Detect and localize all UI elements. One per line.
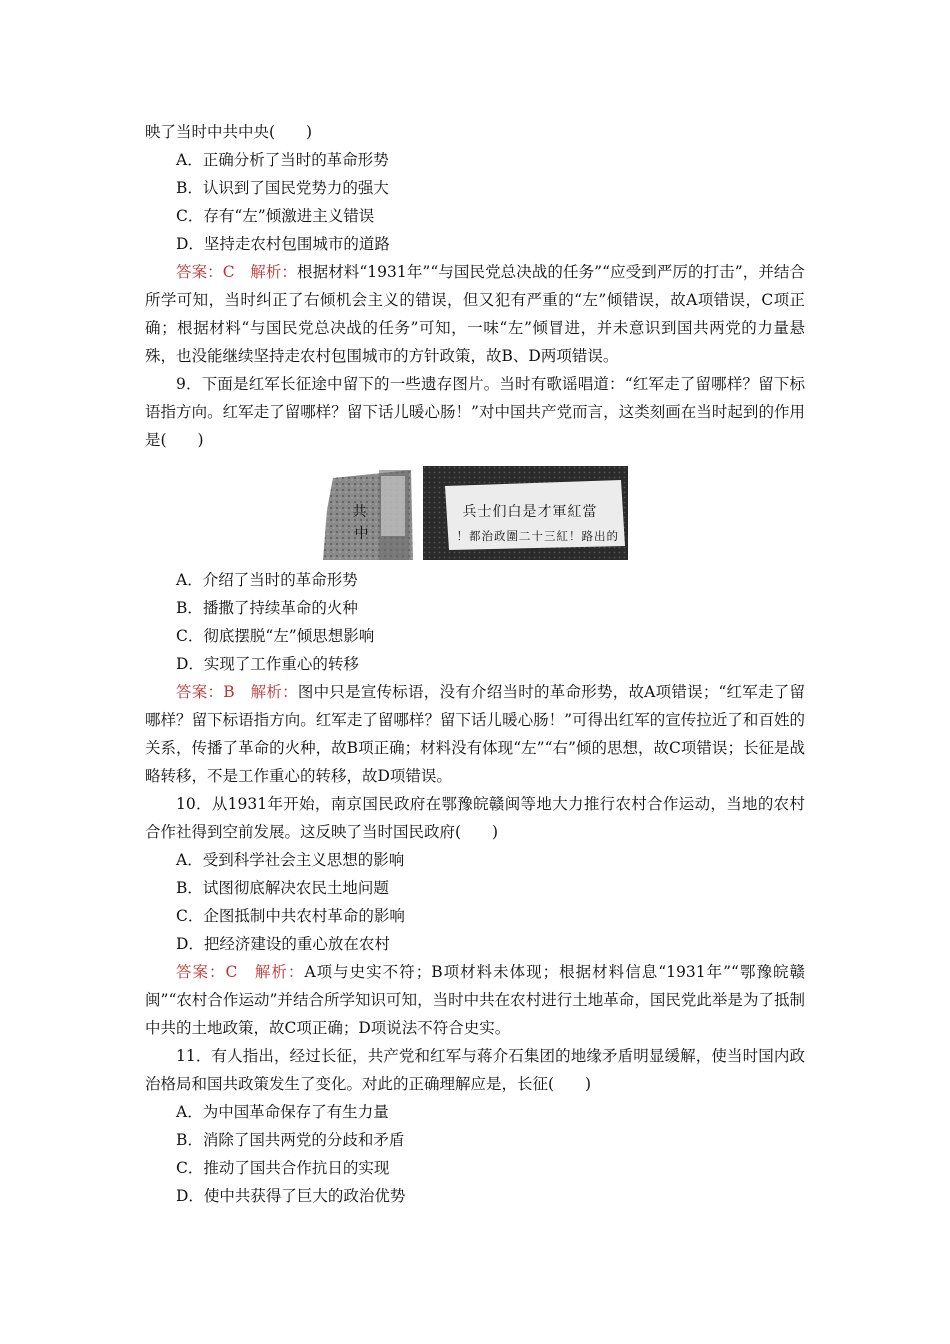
q9-option-c: C．彻底摆脱“左”倾思想影响 [176,627,375,645]
q11-option-a: A．为中国革命保存了有生力量 [176,1103,389,1121]
q9-answer [145,678,805,790]
answer-explanation: 根据材料“1931年”“与国民党总决战的任务”“应受到严厉的打击”，并结合所学可知，当时纠正了右倾机会主义的错误，但又犯有严重的“左”倾错误，故A项错误，C项正确；根据材料“与国民党总决战的任务”可知，一味“左”倾冒进，并未意识到国共两党的力量悬殊，也没能继续坚持走农村包围城市的方针政策，故B、D两项错误。 [145,263,805,365]
q8-answer [145,258,805,370]
stone-inscription-image-right [423,466,628,560]
q11-stem: 11．有人指出，经过长征，共产党和红军与蒋介石集团的地缘矛盾明显缓解，使当时国内政治格局和国共政策发生了变化。对此的正确理解应是，长征( ) [145,1047,805,1093]
q9-option-b: B．播撒了持续革命的火种 [176,599,358,617]
q11-option-c: C．推动了国共合作抗日的实现 [176,1159,390,1177]
q10-answer [145,958,805,1042]
stone-char-1: 共 [352,504,368,520]
stone-inscription-image-left [323,470,413,560]
q9-stem: 9．下面是红军长征途中留下的一些遗存图片。当时有歌谣唱道：“红军走了留哪样？留下标语指方向。红军走了留哪样？留下话儿暖心肠！”对中国共产党而言，这类刻画在当时起到的作用是( ) [145,375,805,449]
q10-option-c: C．企图抵制中共农村革命的影响 [176,907,405,925]
q8-option-b: B．认识到了国民党势力的强大 [176,179,389,197]
q10-option-b: B．试图彻底解决农民土地问题 [176,879,389,897]
q9-option-d: D．实现了工作重心的转移 [176,655,359,673]
stone-slogan-line-2: ！都治政圍二十三紅！路出的 [456,529,619,543]
q9-figure [145,462,805,560]
answer-label: 答案：B 解析： [176,683,298,701]
answer-label: 答案：C 解析： [176,963,305,981]
q10-stem: 10．从1931年开始，南京国民政府在鄂豫皖赣闽等地大力推行农村合作运动，当地的农村合作社得到空前发展。这反映了当时国民政府( ) [145,795,805,841]
answer-explanation: A项与史实不符；B项材料未体现；根据材料信息“1931年”“鄂豫皖赣闽”“农村合作运动”并结合所学知识可知，当时中共在农村进行土地革命，国民党此举是为了抵制中共的土地政策，故C项正确；D项说法不符合史实。 [145,963,805,1037]
document-page [145,118,805,1210]
q11-option-d: D．使中共获得了巨大的政治优势 [176,1187,406,1205]
q8-stem-tail: 映了当时中共中央( ) [145,123,313,141]
q8-option-a: A．正确分析了当时的革命形势 [176,151,389,169]
q10-option-d: D．把经济建设的重心放在农村 [176,935,390,953]
q8-option-d: D．坚持走农村包围城市的道路 [176,235,390,253]
q10-option-a: A．受到科学社会主义思想的影响 [176,851,405,869]
answer-label: 答案：C 解析： [176,263,298,281]
answer-explanation: 图中只是宣传标语，没有介绍当时的革命形势，故A项错误；“红军走了留哪样？留下标语指方向。红军走了留哪样？留下话儿暖心肠！”可得出红军的宣传拉近了和百姓的关系，传播了革命的火种，故B项正确；材料没有体现“左”“右”倾的思想，故C项错误；长征是战略转移，不是工作重心的转移，故D项错误。 [145,683,805,785]
stone-char-2: 中 [354,526,370,542]
q11-option-b: B．消除了国共两党的分歧和矛盾 [176,1131,405,1149]
q9-option-a: A．介绍了当时的革命形势 [176,571,358,589]
stone-slogan-line-1: 兵士们白是才軍紅當 [462,504,598,520]
q8-option-c: C．存有“左”倾激进主义错误 [176,207,375,225]
